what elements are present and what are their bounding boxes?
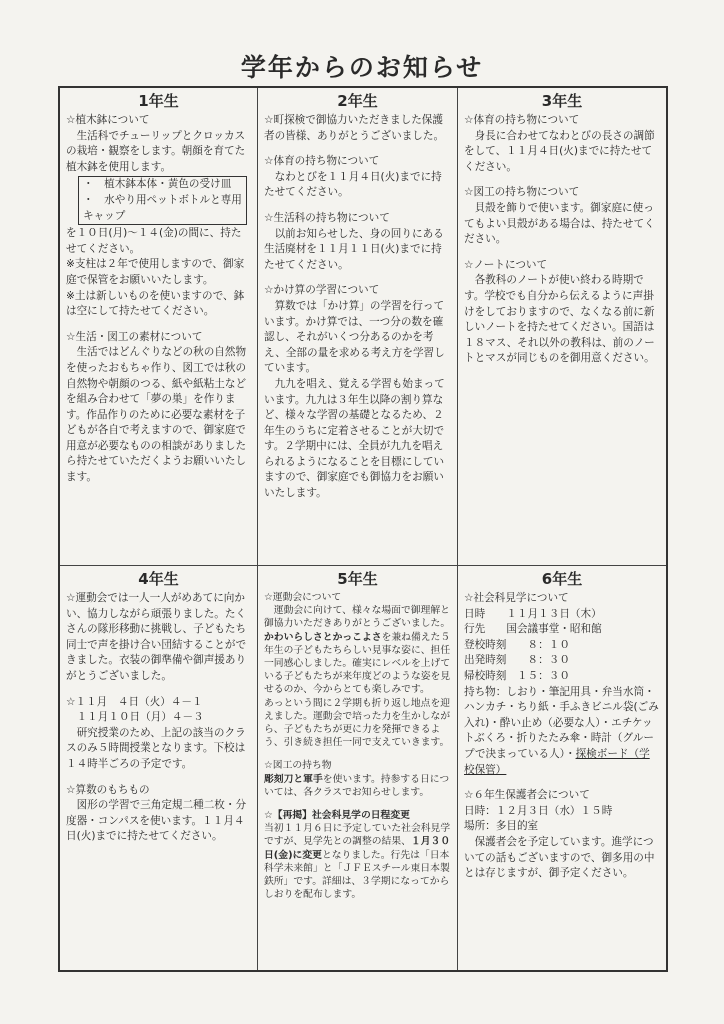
grade4-math-title: ☆算数のもちもの [66,783,150,796]
grade3-art-body: 貝殻を飾りで使います。御家庭に使ってもよい貝殻がある場合は、持たせてください。 [464,201,655,246]
grade1-materials-body: 生活ではどんぐりなどの秋の自然物を使ったおもちゃ作り、図工では秋の自然物や朝顔のつる、紙や紙粘土などを組み合わせて「夢の巣」を作ります。作品作りのために必要な素材を子どもが各自で考えますので、御家庭で用意が必要なものの相談がありましたら持たせていただくようお願いいたします。 [66,346,247,484]
grade1-planter-items: ・ 植木鉢本体・黄色の受け皿 ・ 水やり用ペットボトルと専用キャップ [78,176,247,225]
grade2-pe-title: ☆体育の持ち物について [264,155,380,168]
grade3-pe-title: ☆体育の持ち物について [464,114,580,126]
grade5-art-title: ☆図工の持ち物 [264,760,332,772]
grade2-pe-body: なわとびを１１月４日(火)までに持たせてください。 [264,170,442,199]
grade3-notebook-title: ☆ノートについて [464,258,548,271]
grade5-sports-bold: かわいらしさとかっこよさ [264,631,382,643]
grade4-math-body: 図形の学習で三角定規二種二枚・分度器・コンパスを使います。１１月４日(火)までに持たせてください。 [66,799,247,843]
grade1-planter-title: ☆植木鉢について [66,114,150,126]
grade2-section [258,88,458,566]
grade6-meeting-details: 日時：１２月３日（水）１５時 場所：多目的室 [464,804,613,833]
grade5-field-trip-title: ☆【再掲】社会科見学の日程変更 [264,810,410,822]
grade1-section [60,88,258,566]
grade4-sports-day: ☆運動会では一人一人がめあてに向かい、協力しながら頑張りました。たくさんの隊形移動に挑戦し、子どもたち同士で声を掛け合い団結することができました。衣装の御準備や御声援ありがとうございました。 [66,592,247,682]
grade2-life-body: 以前お知らせした、身の回りにある生活廃材を１１月１１日(火)までに持たせてください。 [264,227,444,271]
grade6-trip-schedule: 日時 １１月１３日（木） 行先 国会議事堂・昭和館 登校時刻 ８：１０ 出発時刻 ８：３０ 帰校時刻 １５：３０ [464,607,602,682]
grade-notice-grid [58,86,668,972]
grade3-heading: 3年生 [541,92,583,110]
grade5-heading: 5年生 [337,570,378,588]
grade2-multiplication-body: 算数では「かけ算」の学習を行っています。かけ算では、一つ分の数を確認し、それがいくつ分あるのかを考え、全部の量を求める考え方を学習しています。 九九を唱え、覚える学習も始まっています。九九は３年生以降の割り算など、様々な学習の基礎となるため、２年生のうちに定着させることが大切です。２学期中には、全員が九九を唱えられるようになることを目標にしていますので、御家庭でも御協力をお願いいたします。 [264,299,445,500]
grade4-heading: 4年生 [138,570,179,588]
grade4-research-dates: ☆１１月 ４日（火）４－１ １１月１０日（月）４－３ [66,695,204,724]
grade3-section [458,88,666,566]
grade5-art-body: 彫刻刀と軍手を使います。持参する日については、各クラスでお知らせします。 [264,773,450,798]
grade2-thanks: ☆町探検で御協力いただきました保護者の皆様、ありがとうございました。 [264,114,445,142]
grade5-sports-title: ☆運動会について [264,592,342,603]
grade6-trip-title: ☆社会科見学について [464,592,569,604]
grade3-art-title: ☆図工の持ち物について [464,186,580,199]
grade4-section [60,566,258,970]
grade6-trip-items: 持ち物：しおり・筆記用具・弁当水筒・ハンカチ・ちり紙・手ふきビニル袋(ごみ入れ)・酔い止め（必要な人）・エチケットぶくろ・折りたたみ傘・時計（グループで決まっている人）・探検ボード（学校保管） [464,685,659,776]
grade1-heading: 1年生 [138,92,179,110]
grade2-multiplication-title: ☆かけ算の学習について [264,284,380,297]
grade6-section [458,566,666,970]
grade3-pe-body: 身長に合わせてなわとびの長さの調節をして、１１月４日(火)までに持たせてください。 [464,129,655,173]
grade2-life-title: ☆生活科の持ち物について [264,211,390,224]
grade1-planter-notes: を１０日(月)～１４(金)の間に、持たせてください。 ※支柱は２年で使用しますので、御家庭で保管をお願いいたします。 ※土は新しいものを使いますので、鉢は空にして持たせてください。 [66,227,245,318]
grade6-trip-board: 探検ボード（学校保管） [464,747,650,776]
grade5-art-bold: 彫刻刀と軍手 [264,773,323,785]
grade1-planter-body: 生活科でチューリップとクロッカスの栽培・観察をします。朝顔を育てた植木鉢を使用します。 [66,129,246,173]
grade5-section [258,566,458,970]
grade3-notebook-body: 各教科のノートが使い終わる時期です。学校でも自分から伝えるように声掛けをしておりますので、なくなる前に新しいノートを持たせてください。国語は１８マス、それ以外の教科は、前のノートとマスが同じものを御用意ください。 [464,274,655,365]
grade1-materials-title: ☆生活・図工の素材について [66,330,203,343]
grade4-research-body: 研究授業のため、上記の該当のクラスのみ５時間授業となります。下校は１４時半ごろの予定です。 [66,726,246,770]
grade6-meeting-title: ☆６年生保護者会について [464,789,590,802]
grade5-field-trip-body: 当初１１月６日に予定していた社会科見学ですが、見学先との調整の結果、１月３０日(金)に変更となりました。行先は「日本科学未来館」と「ＪＦＥスチール東日本製鉄所」です。詳細は、３学期になってからしおりを配布します。 [264,823,451,901]
grade5-sports-body: 運動会に向けて、様々な場面で御理解と御協力いただきありがとうございました。かわいらしさとかっこよさを兼ね備えた５年生の子どもたちらしい見事な姿に、担任一同感心しました。確実にレベルを上げている子どもたちが来年度どのような姿を見せるのか、今からとても楽しみです。 あっという間に２学期も折り返し地点を迎えました。運動会で培った力を生かしながら、子どもたちが更に力を発揮できるよう、引き続き担任一同で支えていきます。 [264,605,451,749]
grade5-field-trip-bold: １月３０日(金)に変更 [264,836,451,861]
grade6-heading: 6年生 [541,570,583,588]
grade6-meeting-body: 保護者会を予定しています。進学についての話もございますので、御多用の中とは存じますが、御予定ください。 [464,835,655,880]
grade2-heading: 2年生 [337,92,378,110]
page-title: 学年からのお知らせ [240,53,484,82]
